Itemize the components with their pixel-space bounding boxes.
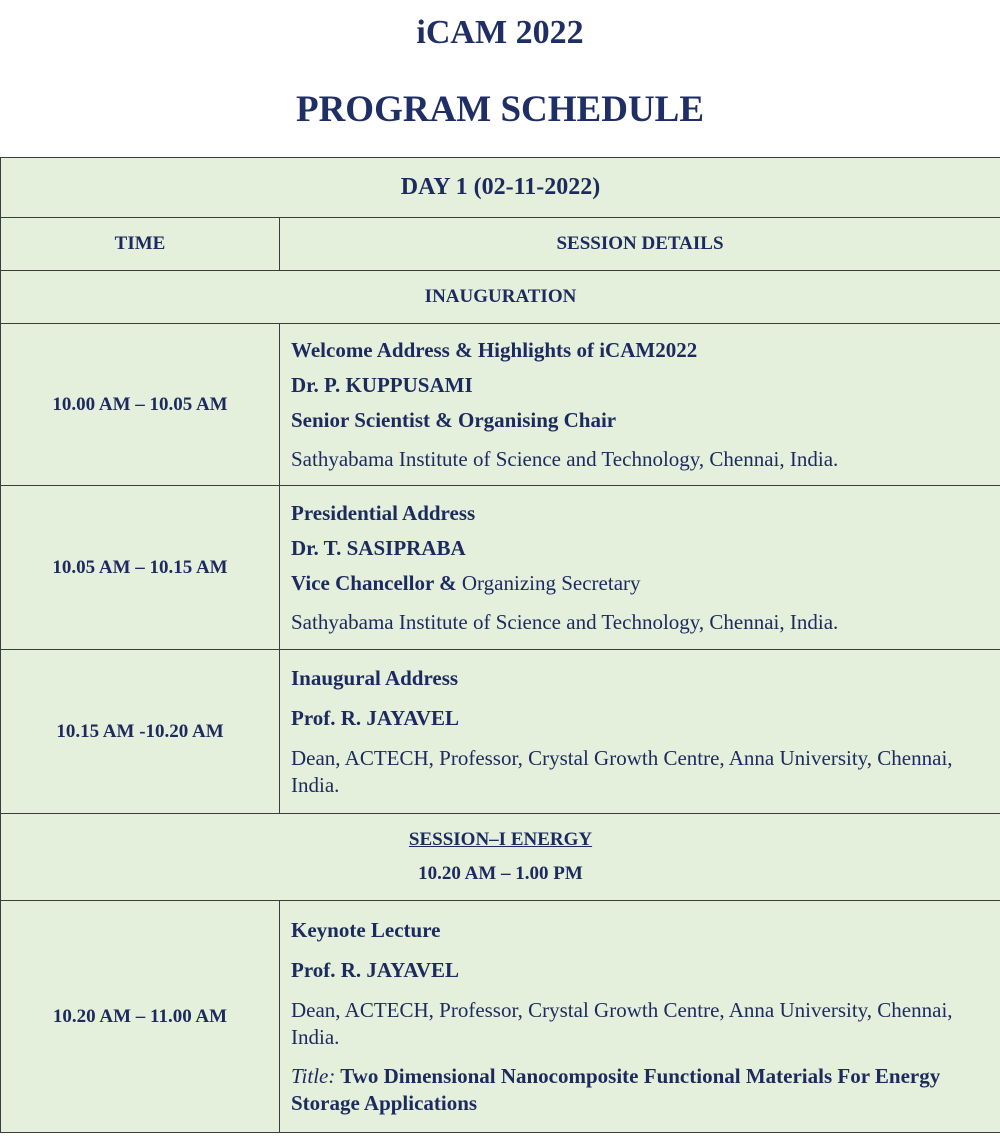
lecture-title-text: Two Dimensional Nanocomposite Functional Materials For Energy Storage Applications [291, 1063, 941, 1115]
details-cell [280, 486, 1000, 650]
event-name: Keynote Lecture [291, 917, 441, 942]
affiliation: Sathyabama Institute of Science and Technology, Chennai, India. [291, 446, 839, 471]
speaker-name: Dr. P. KUPPUSAMI [291, 372, 473, 397]
time-cell: 10.20 AM – 11.00 AM [1, 901, 280, 1133]
table-row [1, 650, 1000, 814]
session-title: SESSION–I ENERGY [408, 829, 593, 850]
speaker-name: Prof. R. JAYAVEL [291, 957, 460, 982]
time-cell: 10.15 AM -10.20 AM [1, 650, 280, 814]
speaker-role [291, 570, 992, 597]
lecture-title-label: Title: [291, 1063, 336, 1088]
column-header-row [1, 218, 1000, 271]
details-cell [280, 324, 1000, 486]
session-header-row [1, 814, 1000, 901]
event-name: Inaugural Address [291, 665, 459, 690]
speaker-name: Prof. R. JAYAVEL [291, 705, 460, 730]
document-title: iCAM 2022 [416, 14, 584, 51]
inauguration-label: INAUGURATION [1, 271, 1000, 324]
document-subtitle: PROGRAM SCHEDULE [295, 89, 705, 130]
session-time: 10.20 AM – 1.00 PM [418, 863, 583, 884]
affiliation: Dean, ACTECH, Professor, Crystal Growth Centre, Anna University, Chennai, India. [291, 745, 953, 797]
speaker-role-bold: Vice Chancellor & [291, 570, 457, 595]
speaker-name: Dr. T. SASIPRABA [291, 535, 466, 560]
table-row [1, 324, 1000, 486]
time-cell: 10.00 AM – 10.05 AM [1, 324, 280, 486]
inauguration-row [1, 271, 1000, 324]
session-header-cell [1, 814, 1000, 901]
column-header-time: TIME [1, 218, 280, 271]
details-cell [280, 650, 1000, 814]
affiliation: Dean, ACTECH, Professor, Crystal Growth Centre, Anna University, Chennai, India. [291, 997, 953, 1049]
details-cell [280, 901, 1000, 1133]
schedule-table [0, 157, 1000, 1133]
event-name: Presidential Address [291, 500, 476, 525]
lecture-title [291, 1063, 992, 1117]
time-cell: 10.05 AM – 10.15 AM [1, 486, 280, 650]
speaker-role: Senior Scientist & Organising Chair [291, 407, 617, 432]
affiliation: Sathyabama Institute of Science and Technology, Chennai, India. [291, 609, 839, 634]
column-header-session-details: SESSION DETAILS [280, 218, 1000, 271]
day-label: DAY 1 (02-11-2022) [1, 158, 1000, 218]
table-row [1, 486, 1000, 650]
speaker-role-normal: Organizing Secretary [456, 570, 641, 595]
day-header-row [1, 158, 1000, 218]
event-name: Welcome Address & Highlights of iCAM2022 [291, 337, 698, 362]
table-row [1, 901, 1000, 1133]
